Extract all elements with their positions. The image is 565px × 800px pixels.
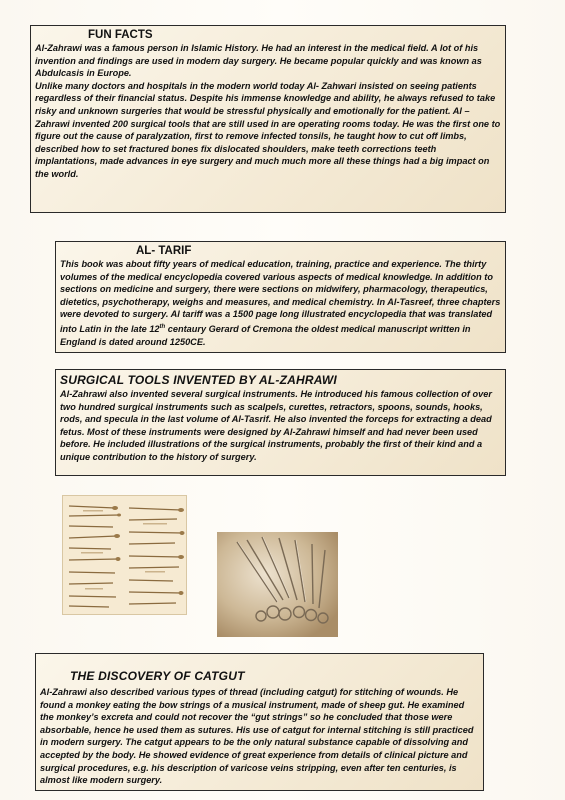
al-tarif-text-part-2: centaury Gerard of Cremona the oldest medical manuscript written in England is dated around 1250CE. [60, 324, 471, 347]
catgut-heading: THE DISCOVERY OF CATGUT [70, 669, 245, 683]
surgical-tools-box [55, 369, 506, 476]
fun-facts-paragraph-2: Unlike many doctors and hospitals in the modern world today Al- Zahwari insisted on seeing patients regardless of their financial status. Despite his immense knowledge and ability, he always refused to take risky and unknown surgeries that would be stressful physically and emotionally for the patient. Al – Zahrawi invented 200 surgical tools that are still used in are operating rooms today. He was the first one to figure out the cause of paralyzation, first to remove infected tonsils, he taught how to cut off limbs, described how to set fractured bones fix dislocated shoulders, make teeth corrections teeth implantations, made advances in eye surgery and much much more all these things had a big impact on the world. [35, 80, 501, 179]
al-tarif-text-part-1: This book was about fifty years of medical education, training, practice and experience. The thirty volumes of the medical encyclopedia covered various aspects of medical knowledge. In addition to sections on medicine and surgery, there were sections on midwifery, pharmacology, therapeutics, dietetics, psychotherapy, weighs and measures, and medical chemistry. In Al-Tasreef, three chapters were devoted to surgery. Al tariff was a 1500 page long illustrated encyclopedia that was translated into Latin in the late 12 [60, 259, 501, 335]
fun-facts-paragraph-1: Al-Zahrawi was a famous person in Islamic History. He had an interest in the medical field. A lot of his invention and findings are used in modern day surgery. He became popular quickly and was known as Abdulcasis in Europe. [35, 43, 482, 79]
al-tarif-text [60, 258, 501, 348]
manuscript-drawing [63, 496, 187, 615]
surgical-tools-text: Al-Zahrawi also invented several surgical instruments. He introduced his famous collection of over two hundred surgical instruments such as scalpels, curettes, retractors, spoons, sounds, hooks, rods, and specula in the last volume of Al-Tasrif. He also invented the forceps for extracting a dead fetus. Most of these instruments were designed by Al-Zahrawi himself and had never been used before. He included illustrations of the surgical instruments, probably the first of their kind and a unique contribution to the history of surgery. [60, 389, 492, 462]
surgical-instruments-photo [217, 532, 338, 637]
fun-facts-heading: FUN FACTS [88, 29, 153, 41]
instruments-drawing [217, 532, 338, 637]
al-tarif-heading: AL- TARIF [136, 245, 192, 257]
surgical-tools-heading: SURGICAL TOOLS INVENTED BY AL-ZAHRAWI [60, 373, 337, 387]
al-tarif-superscript: th [159, 323, 166, 330]
catgut-box [35, 653, 484, 791]
catgut-text: Al-Zahrawi also described various types of thread (including catgut) for stitching of wounds. He found a monkey eating the bow strings of a musical instrument, made of sheep gut. He examined the monkey’s excreta and could not recover the “gut strings” so he concluded that those were absorbable, hence he used them as sutures. His use of catgut for internal stitching is still practiced in modern surgery. The catgut appears to be the only natural substance capable of dissolving and accepted by the body. He showed evidence of great experience from details of clinical picture and surgical procedures, e.g. his description of varicose veins stripping, even after ten centuries, is almost like modern surgery. [40, 687, 474, 786]
manuscript-instruments-image [62, 495, 187, 615]
al-tarif-box [55, 241, 506, 353]
fun-facts-box [30, 25, 506, 213]
